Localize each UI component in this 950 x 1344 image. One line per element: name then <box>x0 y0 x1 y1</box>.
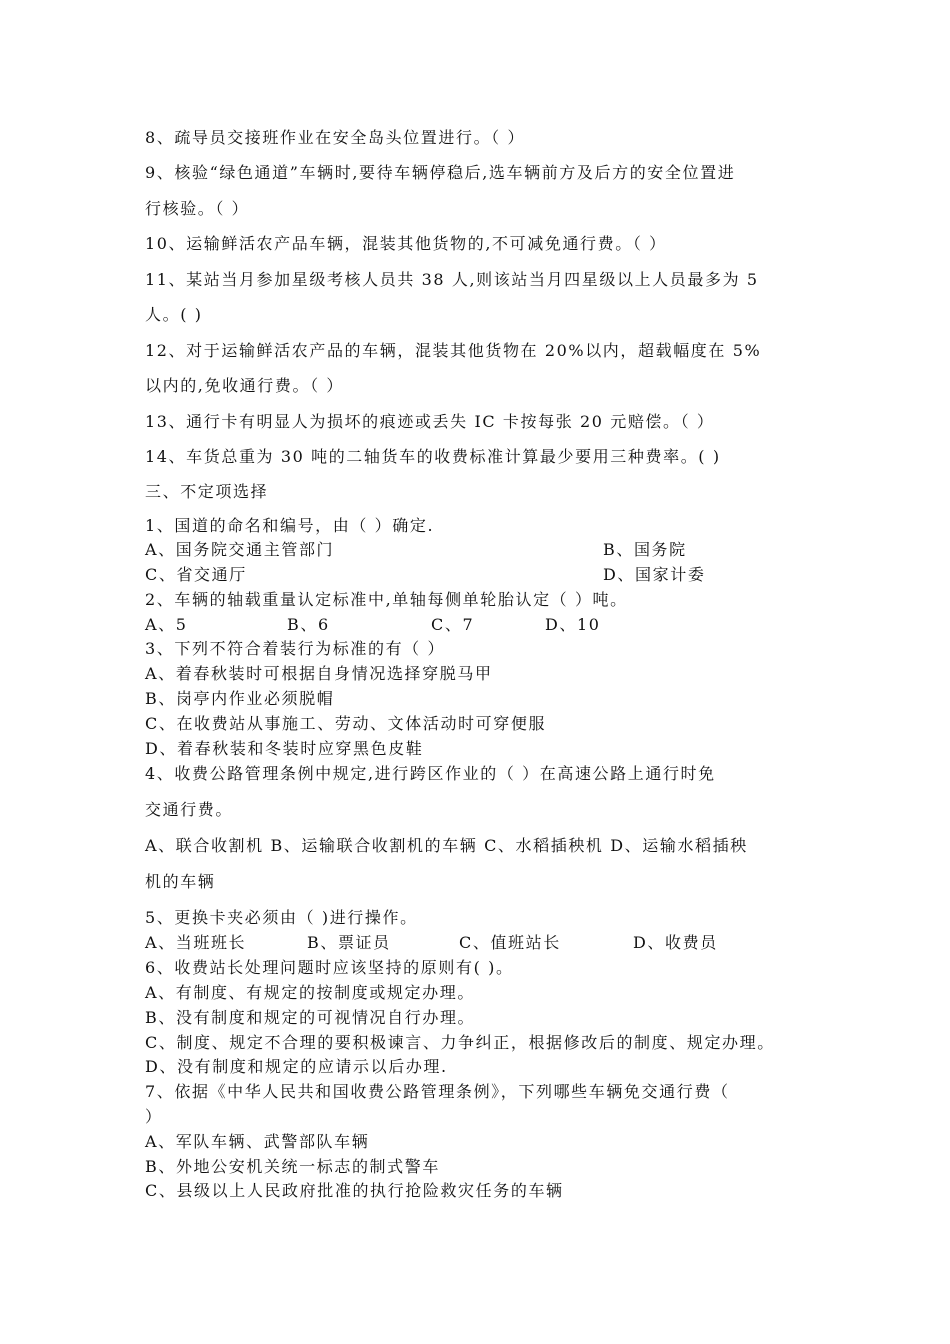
mc-q1-option-b: B、国务院 <box>603 540 687 559</box>
mc-q1-option-a: A、国务院交通主管部门 <box>145 540 335 559</box>
question-14: 14、车货总重为 30 吨的二轴货车的收费标准计算最少要用三种费率。( ) <box>145 447 721 466</box>
mc-q3-option-a: A、着春秋装时可根据自身情况选择穿脱马甲 <box>145 664 493 683</box>
mc-q2-option-a: A、5 <box>145 615 188 634</box>
question-8: 8、疏导员交接班作业在安全岛头位置进行。（ ） <box>145 128 526 147</box>
mc-q2-option-c: C、7 <box>431 615 475 634</box>
mc-q4-options-line-2: 机的车辆 <box>145 872 216 891</box>
section-title: 三、不定项选择 <box>145 482 269 501</box>
mc-question-5: 5、更换卡夹必须由（ )进行操作。 <box>145 908 418 927</box>
mc-q2-option-d: D、10 <box>545 615 601 634</box>
mc-q7-option-b: B、外地公安机关统一标志的制式警车 <box>145 1157 440 1176</box>
mc-q5-option-d: D、收费员 <box>633 933 718 952</box>
question-12-line-2: 以内的,免收通行费。（ ） <box>145 376 344 395</box>
mc-question-4-line-1: 4、收费公路管理条例中规定,进行跨区作业的（ ）在高速公路上通行时免 <box>145 764 716 783</box>
mc-q6-option-a: A、有制度、有规定的按制度或规定办理。 <box>145 983 475 1002</box>
mc-question-7-line-2: ） <box>145 1107 163 1126</box>
question-12-line-1: 12、对于运输鲜活农产品的车辆，混装其他货物在 20%以内，超载幅度在 5% <box>145 341 762 360</box>
mc-q7-option-c: C、县级以上人民政府批准的执行抢险救灾任务的车辆 <box>145 1181 564 1200</box>
mc-q1-option-d: D、国家计委 <box>603 565 706 584</box>
question-11-line-2: 人。( ) <box>145 305 203 324</box>
question-10: 10、运输鲜活农产品车辆，混装其他货物的,不可减免通行费。（ ） <box>145 234 667 253</box>
question-9-line-1: 9、核验“绿色通道”车辆时,要待车辆停稳后,选车辆前方及后方的安全位置进 <box>145 163 736 182</box>
mc-q2-option-b: B、6 <box>287 615 330 634</box>
question-9-line-2: 行核验。（ ） <box>145 199 250 218</box>
mc-question-1: 1、国道的命名和编号，由（ ）确定. <box>145 516 435 535</box>
mc-q4-options-line-1: A、联合收割机 B、运输联合收割机的车辆 C、水稻插秧机 D、运输水稻插秧 <box>145 836 748 855</box>
mc-q3-option-d: D、着春秋装和冬装时应穿黑色皮鞋 <box>145 739 424 758</box>
mc-q3-option-b: B、岗亭内作业必须脱帽 <box>145 689 335 708</box>
mc-q1-option-c: C、省交通厅 <box>145 565 247 584</box>
mc-q6-option-c: C、制度、规定不合理的要积极谏言、力争纠正，根据修改后的制度、规定办理。 <box>145 1033 775 1052</box>
question-13: 13、通行卡有明显人为损坏的痕迹或丢失 IC 卡按每张 20 元赔偿。（ ） <box>145 412 715 431</box>
mc-q6-option-b: B、没有制度和规定的可视情况自行办理。 <box>145 1008 476 1027</box>
question-11-line-1: 11、某站当月参加星级考核人员共 38 人,则该站当月四星级以上人员最多为 5 <box>145 270 759 289</box>
mc-q7-option-a: A、军队车辆、武警部队车辆 <box>145 1132 370 1151</box>
mc-q3-option-c: C、在收费站从事施工、劳动、文体活动时可穿便服 <box>145 714 547 733</box>
mc-question-4-line-2: 交通行费。 <box>145 800 234 819</box>
mc-question-7-line-1: 7、依据《中华人民共和国收费公路管理条例》，下列哪些车辆免交通行费（ <box>145 1082 730 1101</box>
mc-question-3: 3、下列不符合着装行为标准的有（ ） <box>145 639 446 658</box>
mc-q5-option-a: A、当班班长 <box>145 933 247 952</box>
mc-q6-option-d: D、没有制度和规定的应请示以后办理. <box>145 1057 448 1076</box>
mc-question-6: 6、收费站长处理问题时应该坚持的原则有( )。 <box>145 958 514 977</box>
mc-q5-option-b: B、票证员 <box>307 933 391 952</box>
mc-question-2: 2、车辆的轴载重量认定标准中,单轴每侧单轮胎认定（ ）吨。 <box>145 590 628 609</box>
mc-q5-option-c: C、值班站长 <box>459 933 561 952</box>
